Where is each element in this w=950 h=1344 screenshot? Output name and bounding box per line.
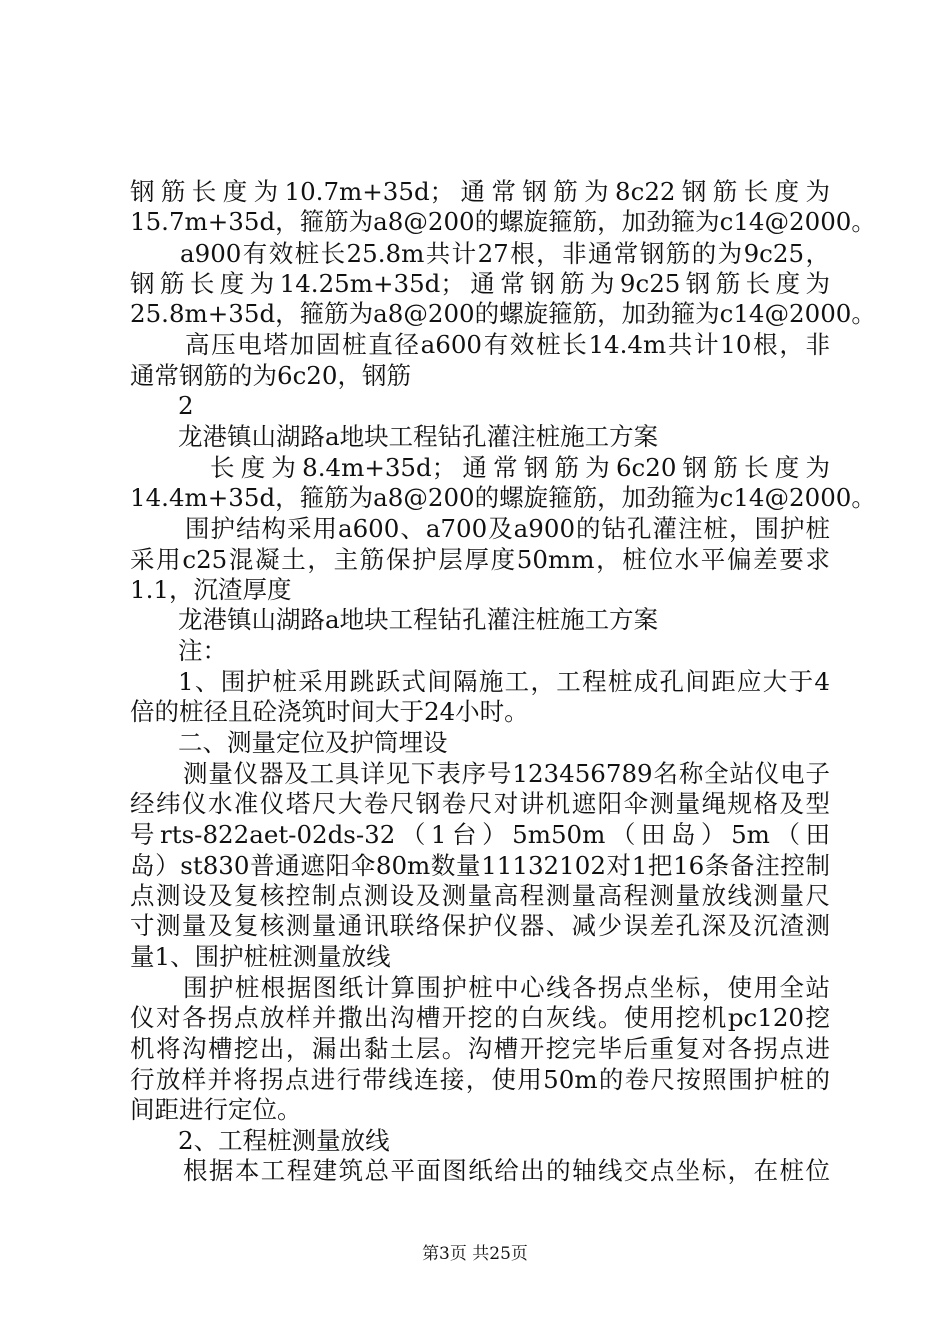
body-line: 量1、围护桩桩测量放线 (130, 942, 391, 971)
body-line: 点测设及复核控制点测设及测量高程测量高程测量放线测量尺 (130, 881, 830, 910)
page-number-text: 2 (178, 391, 194, 420)
body-line: 25.8m+35d，箍筋为a8@200的螺旋箍筋，加劲箍为c14@2000。 (130, 299, 876, 328)
body-line: 1、围护桩采用跳跃式间隔施工，工程桩成孔间距应大于4 (178, 667, 830, 696)
section-heading: 2、工程桩测量放线 (178, 1126, 390, 1155)
section-heading: 二、测量定位及护筒埋设 (178, 728, 448, 757)
body-line: 倍的桩径且砼浇筑时间大于24小时。 (130, 697, 529, 726)
body-line: 采用c25混凝土，主筋保护层厚度50mm，桩位水平偏差要求 (130, 545, 830, 574)
body-line: 寸测量及复核测量通讯联络保护仪器、减少误差孔深及沉渣测 (130, 911, 830, 940)
body-line: 15.7m+35d，箍筋为a8@200的螺旋箍筋，加劲箍为c14@2000。 (130, 207, 876, 236)
body-line: 间距进行定位。 (130, 1095, 302, 1124)
body-line: 1.1，沉渣厚度 (130, 575, 292, 604)
body-line: 仪对各拐点放样并撒出沟槽开挖的白灰线。使用挖机pc120挖 (130, 1003, 830, 1032)
body-line: 高压电塔加固桩直径a600有效桩长14.4m共计10根，非 (185, 330, 830, 359)
body-line: 测量仪器及工具详见下表序号123456789名称全站仪电子 (183, 759, 830, 788)
body-line: 钢筋长度为14.25m+35d；通常钢筋为9c25钢筋长度为 (130, 269, 830, 298)
body-line: 14.4m+35d，箍筋为a8@200的螺旋箍筋，加劲箍为c14@2000。 (130, 483, 876, 512)
body-line: 围护结构采用a600、a700及a900的钻孔灌注桩，围护桩 (185, 514, 830, 543)
document-header-title: 龙港镇山湖路a地块工程钻孔灌注桩施工方案 (178, 605, 659, 634)
body-line: 岛）st830普通遮阳伞80m数量11132102对1把16条备注控制 (130, 851, 830, 880)
body-line: 围护桩根据图纸计算围护桩中心线各拐点坐标，使用全站 (183, 973, 830, 1002)
body-line: 通常钢筋的为6c20，钢筋 (130, 361, 411, 390)
body-line: 长度为8.4m+35d；通常钢筋为6c20钢筋长度为 (210, 453, 830, 482)
body-line: 机将沟槽挖出，漏出黏土层。沟槽开挖完毕后重复对各拐点进 (130, 1034, 830, 1063)
body-line: 钢筋长度为10.7m+35d；通常钢筋为8c22钢筋长度为 (130, 177, 830, 206)
body-line: 根据本工程建筑总平面图纸给出的轴线交点坐标，在桩位 (183, 1156, 830, 1185)
body-line: 号rts-822aet-02ds-32（1台）5m50m（田岛）5m（田 (130, 820, 830, 849)
note-label: 注： (178, 636, 227, 665)
body-line: 行放样并将拐点进行带线连接，使用50m的卷尺按照围护桩的 (130, 1065, 830, 1094)
body-line: a900有效桩长25.8m共计27根，非通常钢筋的为9c25， (180, 239, 830, 268)
body-line: 经纬仪水准仪塔尺大卷尺钢卷尺对讲机遮阳伞测量绳规格及型 (130, 789, 830, 818)
page-footer: 第3页 共25页 (422, 1244, 528, 1264)
document-header-title: 龙港镇山湖路a地块工程钻孔灌注桩施工方案 (178, 422, 659, 451)
